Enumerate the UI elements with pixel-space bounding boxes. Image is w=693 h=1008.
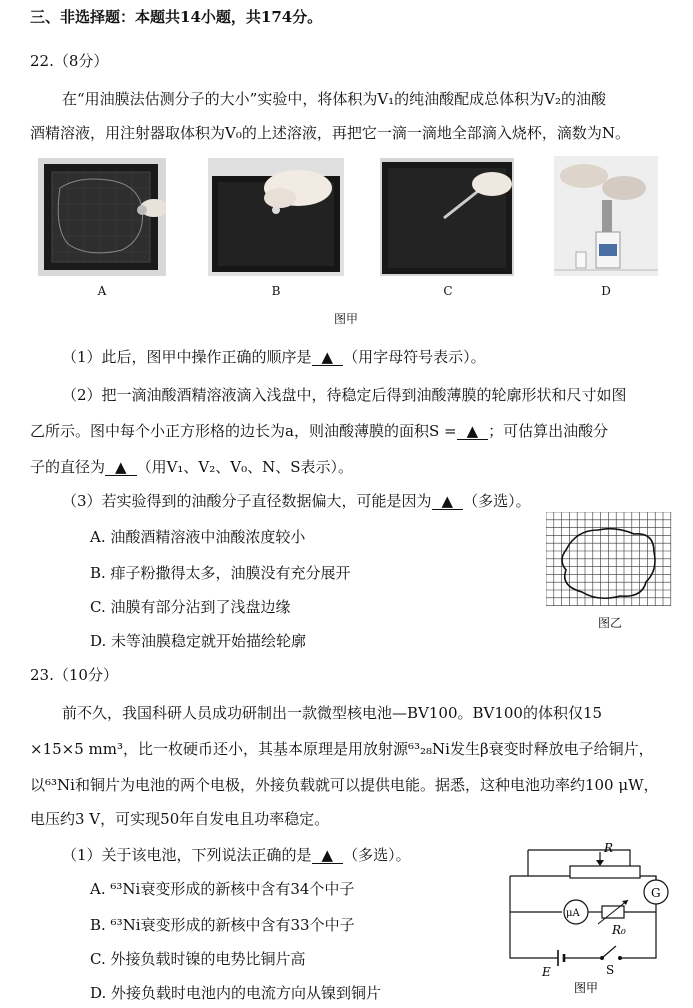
q22-intro-line2: 酒精溶液，用注射器取体积为V₀的上述溶液，再把它一滴一滴地全部滴入烧杯，滴数为N。 <box>30 124 630 142</box>
q23-para-line4: 电压约3 V，可实现50年自发电且功率稳定。 <box>30 810 330 828</box>
q23-option-a: A. ⁶³Ni衰变形成的新核中含有34个中子 <box>90 880 355 898</box>
circuit-caption: 图甲 <box>574 981 599 995</box>
q22-intro-line1: 在“用油膜法估测分子的大小”实验中，将体积为V₁的纯油酸配成总体积为V₂的油酸 <box>62 90 607 108</box>
photo-figure-caption: 图甲 <box>333 312 358 326</box>
q22-part2-line2-post: ；可估算出油酸分 <box>488 422 609 440</box>
q23-part1-text: （1）关于该电池，下列说法正确的是 <box>62 846 312 864</box>
q22-part1-post: （用字母符号表示）。 <box>343 348 486 366</box>
q23-part1-post: （多选）。 <box>343 846 411 864</box>
label-s: S <box>606 963 615 977</box>
q22-part1-text: （1）此后，图甲中操作正确的顺序是 <box>62 348 312 366</box>
circuit-diagram <box>500 830 680 1000</box>
q22-option-a: A. 油酸酒精溶液中油酸浓度较小 <box>90 528 306 546</box>
q22-part2-blank-diameter: ▲ <box>105 459 137 476</box>
q23-para-line3: 以⁶³Ni和铜片为电池的两个电极，外接负载就可以提供电能。据悉，这种电池功率约100 μW， <box>30 776 659 794</box>
q22-option-d: D. 未等油膜稳定就开始描绘轮廓 <box>90 632 307 650</box>
grid-figure-caption: 图乙 <box>597 616 622 630</box>
section-header: 三、非选择题：本题共14小题，共174分。 <box>30 8 323 26</box>
q22-part2-line3 <box>30 456 353 478</box>
q22-part1-blank: ▲ <box>312 349 344 366</box>
q22-part3 <box>62 490 531 512</box>
q22-part3-text: （3）若实验得到的油酸分子直径数据偏大，可能是因为 <box>62 492 432 510</box>
photo-a-image <box>38 158 166 276</box>
q22-part2-line1: （2）把一滴油酸酒精溶液滴入浅盘中，待稳定后得到油酸薄膜的轮廓形状和尺寸如图 <box>62 386 627 404</box>
photo-d-image <box>554 156 658 276</box>
q23-option-b: B. ⁶³Ni衰变形成的新核中含有33个中子 <box>90 916 355 934</box>
photo-b-label: B <box>271 284 281 298</box>
photo-d-label: D <box>601 284 611 298</box>
q22-part3-blank: ▲ <box>432 493 464 510</box>
oil-film-grid-figure <box>546 512 672 610</box>
q23-option-d: D. 外接负载时电池内的电流方向从镍到铜片 <box>90 984 382 1002</box>
q23-part1-blank: ▲ <box>312 847 344 864</box>
photo-a-label: A <box>97 284 107 298</box>
q22-part2-line3-post: （用V₁、V₂、V₀、N、S表示）。 <box>136 458 354 476</box>
photo-c-label: C <box>443 284 453 298</box>
q22-part2-line2 <box>30 420 608 442</box>
q23-para-line2: ×15×5 mm³，比一枚硬币还小，其基本原理是用放射源⁶³₂₈Ni发生β衰变时释放电子给铜片， <box>30 740 654 758</box>
photo-b-image <box>208 158 344 276</box>
photo-c-image <box>380 158 514 276</box>
q22-part2-line2-text: 乙所示。图中每个小正方形格的边长为a，则油酸薄膜的面积S = <box>30 422 457 440</box>
q22-number: 22.（8分） <box>30 52 109 70</box>
label-r0: R₀ <box>612 923 626 937</box>
label-ua: μA <box>566 908 580 919</box>
label-g: G <box>651 886 661 900</box>
q22-option-b: B. 痱子粉撒得太多，油膜没有充分展开 <box>90 564 351 582</box>
q22-part2-blank-area: ▲ <box>457 423 489 440</box>
q22-part2-line3-text: 子的直径为 <box>30 458 106 476</box>
q23-para-line1: 前不久，我国科研人员成功研制出一款微型核电池—BV100。BV100的体积仅15 <box>62 704 603 722</box>
label-r: R <box>604 841 614 855</box>
q22-part3-post: （多选）。 <box>463 492 531 510</box>
rheostat-r-symbol <box>570 866 640 878</box>
q22-part1 <box>62 346 486 368</box>
q23-number: 23.（10分） <box>30 666 118 684</box>
label-e: E <box>542 965 551 979</box>
q23-option-c: C. 外接负载时镍的电势比铜片高 <box>90 950 306 968</box>
q23-part1 <box>62 844 411 866</box>
q22-option-c: C. 油膜有部分沾到了浅盘边缘 <box>90 598 291 616</box>
